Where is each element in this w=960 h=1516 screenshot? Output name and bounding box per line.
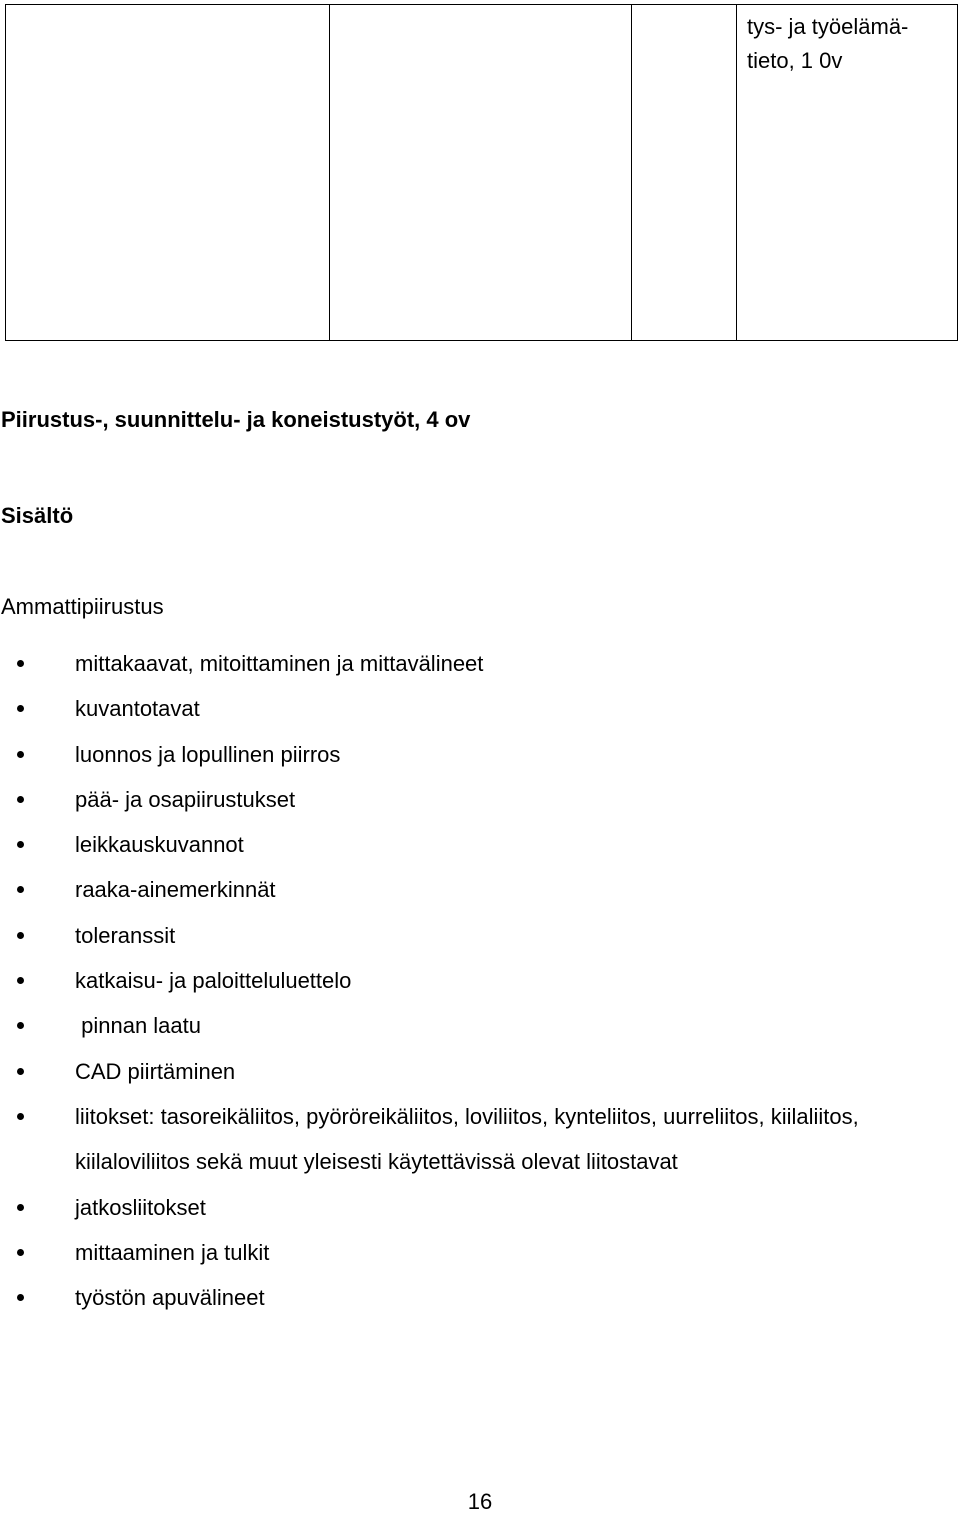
list-item-text: kuvantotavat — [75, 696, 200, 722]
list-item-text: toleranssit — [75, 922, 176, 948]
list-item-text: luonnos ja lopullinen piirros — [75, 741, 341, 767]
bullet-icon — [17, 1113, 24, 1120]
list-item-text: leikkauskuvannot — [75, 832, 244, 858]
table-row — [6, 5, 958, 341]
table-cell-2 — [330, 5, 632, 341]
list-item — [0, 777, 930, 822]
page-number: 16 — [467, 1489, 493, 1514]
bullet-icon — [17, 1022, 24, 1029]
list-item-text: raaka-ainemerkinnät — [75, 877, 276, 903]
list-item — [0, 732, 930, 777]
list-item-text: katkaisu- ja paloitteluluettelo — [75, 968, 352, 994]
list-item-text: CAD piirtäminen — [75, 1058, 236, 1084]
bullet-icon — [17, 660, 24, 667]
list-item — [0, 958, 930, 1003]
bullet-icon — [17, 886, 24, 893]
bullet-icon — [17, 1294, 24, 1301]
curriculum-table — [5, 4, 958, 341]
list-item — [0, 1185, 930, 1230]
list-item — [0, 867, 930, 912]
table-cell-1 — [6, 5, 330, 341]
bullet-icon — [17, 751, 24, 758]
bullet-icon — [17, 841, 24, 848]
list-item — [0, 1003, 930, 1048]
bullet-icon — [17, 1249, 24, 1256]
table-cell-text — [737, 5, 957, 78]
list-item — [0, 686, 930, 731]
table-cell-4 — [737, 5, 958, 341]
list-item — [0, 1094, 905, 1185]
list-item — [0, 1049, 930, 1094]
list-item-text: mittaaminen ja tulkit — [75, 1239, 270, 1265]
list-item-text: pää- ja osapiirustukset — [75, 786, 296, 812]
bullet-icon — [17, 705, 24, 712]
table-cell-3 — [632, 5, 737, 341]
content-bullet-list — [0, 641, 930, 1320]
section-title: Piirustus-, suunnittelu- ja koneistustyöt, 4 ov — [1, 407, 471, 432]
list-item-text: työstön apuvälineet — [75, 1285, 265, 1311]
list-item — [0, 1275, 930, 1320]
bullet-icon — [17, 796, 24, 803]
table-cell-text-line-1: tys- ja työelämä- — [747, 14, 909, 39]
list-item-text: pinnan laatu — [75, 1013, 201, 1039]
bullet-icon — [17, 977, 24, 984]
table-cell-text-line-2: tieto, 1 0v — [747, 48, 843, 73]
list-item-text: liitokset: tasoreikäliitos, pyöröreikäliitos, loviliitos, kynteliitos, uurreliitos, kiilaliitos, kiilaloviliitos sekä muut yleisesti käytettävissä olevat liitostavat — [75, 1103, 859, 1175]
list-item — [0, 1230, 930, 1275]
content-heading: Sisältö — [1, 503, 74, 528]
bullet-icon — [17, 1204, 24, 1211]
bullet-icon — [17, 932, 24, 939]
list-item-text: jatkosliitokset — [75, 1194, 206, 1220]
sub-heading: Ammattipiirustus — [1, 594, 164, 619]
bullet-icon — [17, 1068, 24, 1075]
list-item — [0, 822, 930, 867]
list-item-text: mittakaavat, mitoittaminen ja mittavälineet — [75, 651, 484, 676]
list-item — [0, 641, 930, 686]
list-item — [0, 913, 930, 958]
